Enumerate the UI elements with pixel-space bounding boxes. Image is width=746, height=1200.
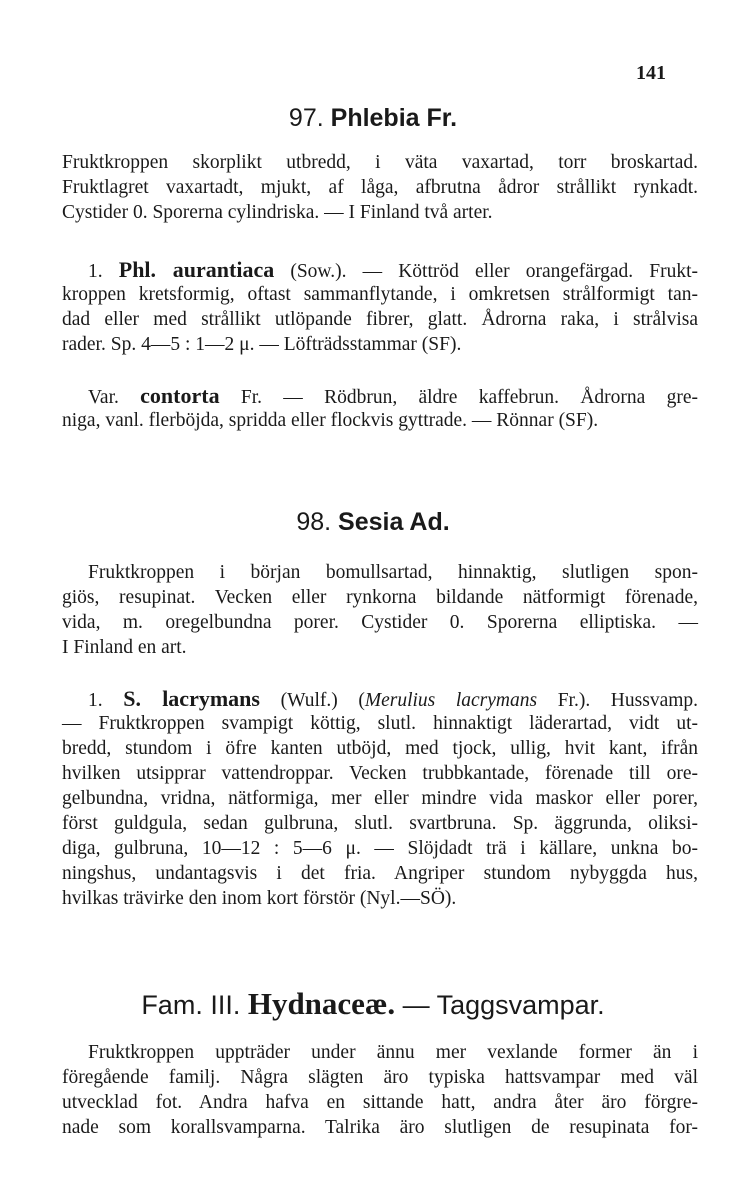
text-line <box>62 1040 698 1065</box>
text-line: Fruktkroppen skorplikt utbredd, i väta vaxartad, torr broskartad. <box>62 152 698 173</box>
text-line: kroppen kretsformig, oftast sammanflytande, i omkretsen strålformigt tan- <box>62 284 698 305</box>
text-line <box>62 257 698 282</box>
text-line: vida, m. oregelbundna porer. Cystider 0. Sporerna elliptiska. — <box>62 612 698 633</box>
section-heading-97 <box>0 104 746 133</box>
text-line: föregående familj. Några slägten äro typiska hattsvampar med väl <box>62 1067 698 1088</box>
family-suffix: — Taggsvampar. <box>395 990 605 1020</box>
section-title: Sesia Ad. <box>338 508 450 536</box>
family-name: Hydnaceæ. <box>247 986 396 1021</box>
species-entry-lacrymans <box>62 686 698 911</box>
family-description <box>62 1040 698 1140</box>
text-line: Cystider 0. Sporerna cylindriska. — I Finland två arter. <box>62 202 493 223</box>
species-entry-aurantiaca <box>62 257 698 357</box>
text-line: — Fruktkroppen svampigt köttig, slutl. hinnaktigt läderartad, vidt ut- <box>62 713 698 734</box>
synonym: Merulius lacrymans <box>364 690 538 711</box>
family-prefix: Fam. III. <box>141 990 248 1020</box>
genus-description-phlebia <box>62 150 698 225</box>
text-line: gelbundna, vridna, nätformiga, mer eller mindre vida maskor eller porer, <box>62 788 698 809</box>
text-line: först guldgula, sedan gulbruna, slutl. svartbruna. Sp. äggrunda, oliksi- <box>62 813 698 834</box>
text-line: Fruktlagret vaxartadt, mjukt, af låga, afbrutna ådror strållikt rynkadt. <box>62 177 698 198</box>
text-line: hvilkas trävirke den inom kort förstör (Nyl.—SÖ). <box>62 888 457 909</box>
entry-number: 1. <box>88 690 103 711</box>
variety-name: contorta <box>140 383 220 408</box>
entry-text: (Sow.). — Köttröd eller orangefärgad. Frukt- <box>274 261 698 282</box>
text-line: niga, vanl. flerböjda, spridda eller flockvis gyttrade. — Rönnar (SF). <box>62 410 599 431</box>
genus-description-sesia <box>62 560 698 660</box>
variety-entry-contorta <box>62 383 698 433</box>
section-heading-98 <box>0 508 746 537</box>
entry-text: Fr. — Rödbrun, äldre kaffebrun. Ådrorna gre- <box>219 387 698 408</box>
text-segment: Fruktkroppen uppträder under ännu mer vexlande former än i <box>88 1042 698 1063</box>
text-line: rader. Sp. 4—5 : 1—2 μ. — Löfträdsstammar (SF). <box>62 334 462 355</box>
text-segment: Fruktkroppen i början bomullsartad, hinnaktig, slutligen spon- <box>88 562 698 583</box>
text-line: ningshus, undantagsvis i det fria. Angriper stundom nybyggda hus, <box>62 863 698 884</box>
text-line: bredd, stundom i öfre kanten utböjd, med tjock, ullig, hvit kant, ifrån <box>62 738 698 759</box>
text-line: giös, resupinat. Vecken eller rynkorna bildande nätformigt förenade, <box>62 587 698 608</box>
section-title: Phlebia Fr. <box>330 104 458 132</box>
synonym-author: Fr.). Hussvamp. <box>537 690 699 711</box>
text-line <box>62 383 698 408</box>
species-name: S. lacrymans <box>123 686 260 711</box>
page-number: 141 <box>636 62 666 84</box>
text-line <box>62 686 698 711</box>
text-line: nade som korallsvamparna. Talrika äro slutligen de resupinata for- <box>62 1117 698 1138</box>
text-line: hvilken utsipprar vattendroppar. Vecken trubbkantade, förenade till ore- <box>62 763 698 784</box>
text-line <box>62 560 698 585</box>
text-line: diga, gulbruna, 10—12 : 5—6 μ. — Slöjdadt trä i källare, unkna bo- <box>62 838 698 859</box>
entry-number: 1. <box>88 261 103 282</box>
author: (Wulf.) ( <box>259 690 365 711</box>
family-heading <box>0 986 746 1022</box>
section-number: 98. <box>296 508 332 536</box>
text-line: utvecklad fot. Andra hafva en sittande hatt, andra åter äro förgre- <box>62 1092 698 1113</box>
section-number: 97. <box>288 104 324 132</box>
text-line: dad eller med strållikt utlöpande fibrer, glatt. Ådrorna raka, i strålvisa <box>62 309 698 330</box>
variety-label: Var. <box>88 387 141 408</box>
species-name: Phl. aurantiaca <box>118 257 275 282</box>
text-line: I Finland en art. <box>62 637 187 658</box>
